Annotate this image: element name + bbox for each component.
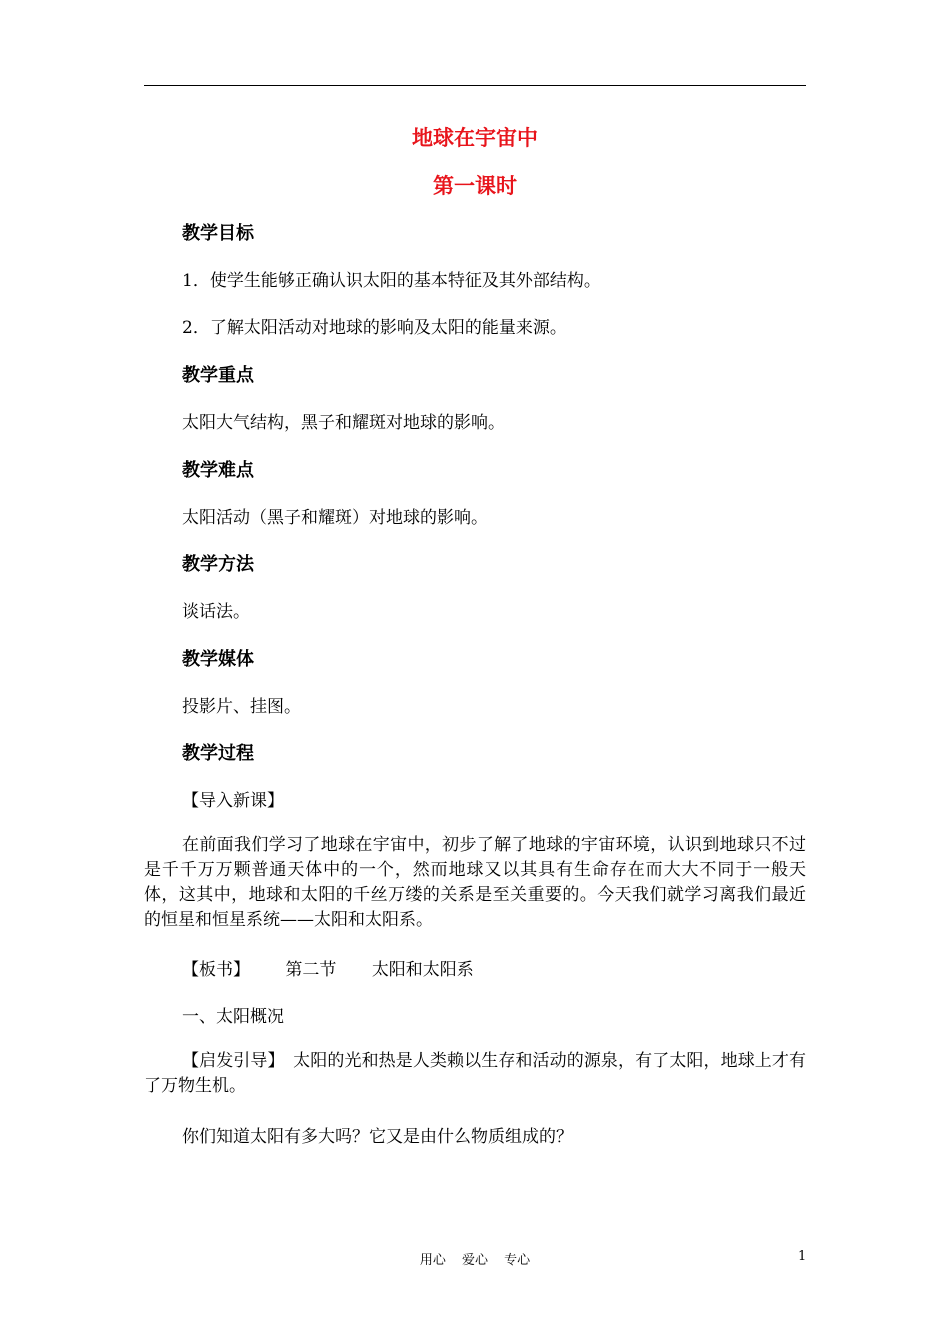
- heading-method: 教学方法: [182, 554, 254, 575]
- board-label: 【板书】: [182, 960, 250, 980]
- outline-item-1: 一、太阳概况: [182, 1007, 284, 1027]
- heading-key-points: 教学重点: [182, 365, 254, 386]
- goal-1: 1．使学生能够正确认识太阳的基本特征及其外部结构。: [182, 271, 601, 291]
- media-text: 投影片、挂图。: [182, 697, 301, 717]
- heading-difficulties: 教学难点: [182, 460, 254, 481]
- intro-label: 【导入新课】: [182, 791, 284, 811]
- method-text: 谈话法。: [182, 602, 250, 622]
- goal-2: 2．了解太阳活动对地球的影响及太阳的能量来源。: [182, 318, 567, 338]
- board-line: [182, 955, 474, 980]
- footer-motto-1: 用心: [419, 1253, 446, 1268]
- board-section: 第二节: [285, 960, 337, 980]
- guide-paragraph: 【启发引导】 太阳的光和热是人类赖以生存和活动的源泉，有了太阳，地球上才有了万物生机。: [144, 1051, 806, 1096]
- question-text: 你们知道太阳有多大吗？它又是由什么物质组成的？: [182, 1127, 573, 1147]
- footer-motto-3: 专心: [504, 1253, 531, 1268]
- document-title: 地球在宇宙中: [412, 126, 538, 150]
- document-subtitle: 第一课时: [433, 174, 517, 198]
- footer-motto: [0, 1249, 950, 1268]
- difficulties-text: 太阳活动（黑子和耀斑）对地球的影响。: [182, 508, 488, 528]
- footer-motto-2: 爱心: [461, 1253, 488, 1268]
- key-points-text: 太阳大气结构，黑子和耀斑对地球的影响。: [182, 413, 505, 433]
- heading-process: 教学过程: [182, 743, 254, 764]
- heading-goals: 教学目标: [182, 223, 254, 244]
- intro-paragraph: 在前面我们学习了地球在宇宙中，初步了解了地球的宇宙环境，认识到地球只不过是千千万万颗普通天体中的一个，然而地球又以其具有生命存在而大大不同于一般天体，这其中，地球和太阳的千丝万缕的关系是至关重要的。今天我们就学习离我们最近的恒星和恒星系统——太阳和太阳系。: [144, 835, 806, 930]
- page-number: 1: [798, 1249, 807, 1264]
- heading-media: 教学媒体: [182, 649, 254, 670]
- board-topic: 太阳和太阳系: [371, 960, 474, 980]
- header-rule: [144, 85, 806, 86]
